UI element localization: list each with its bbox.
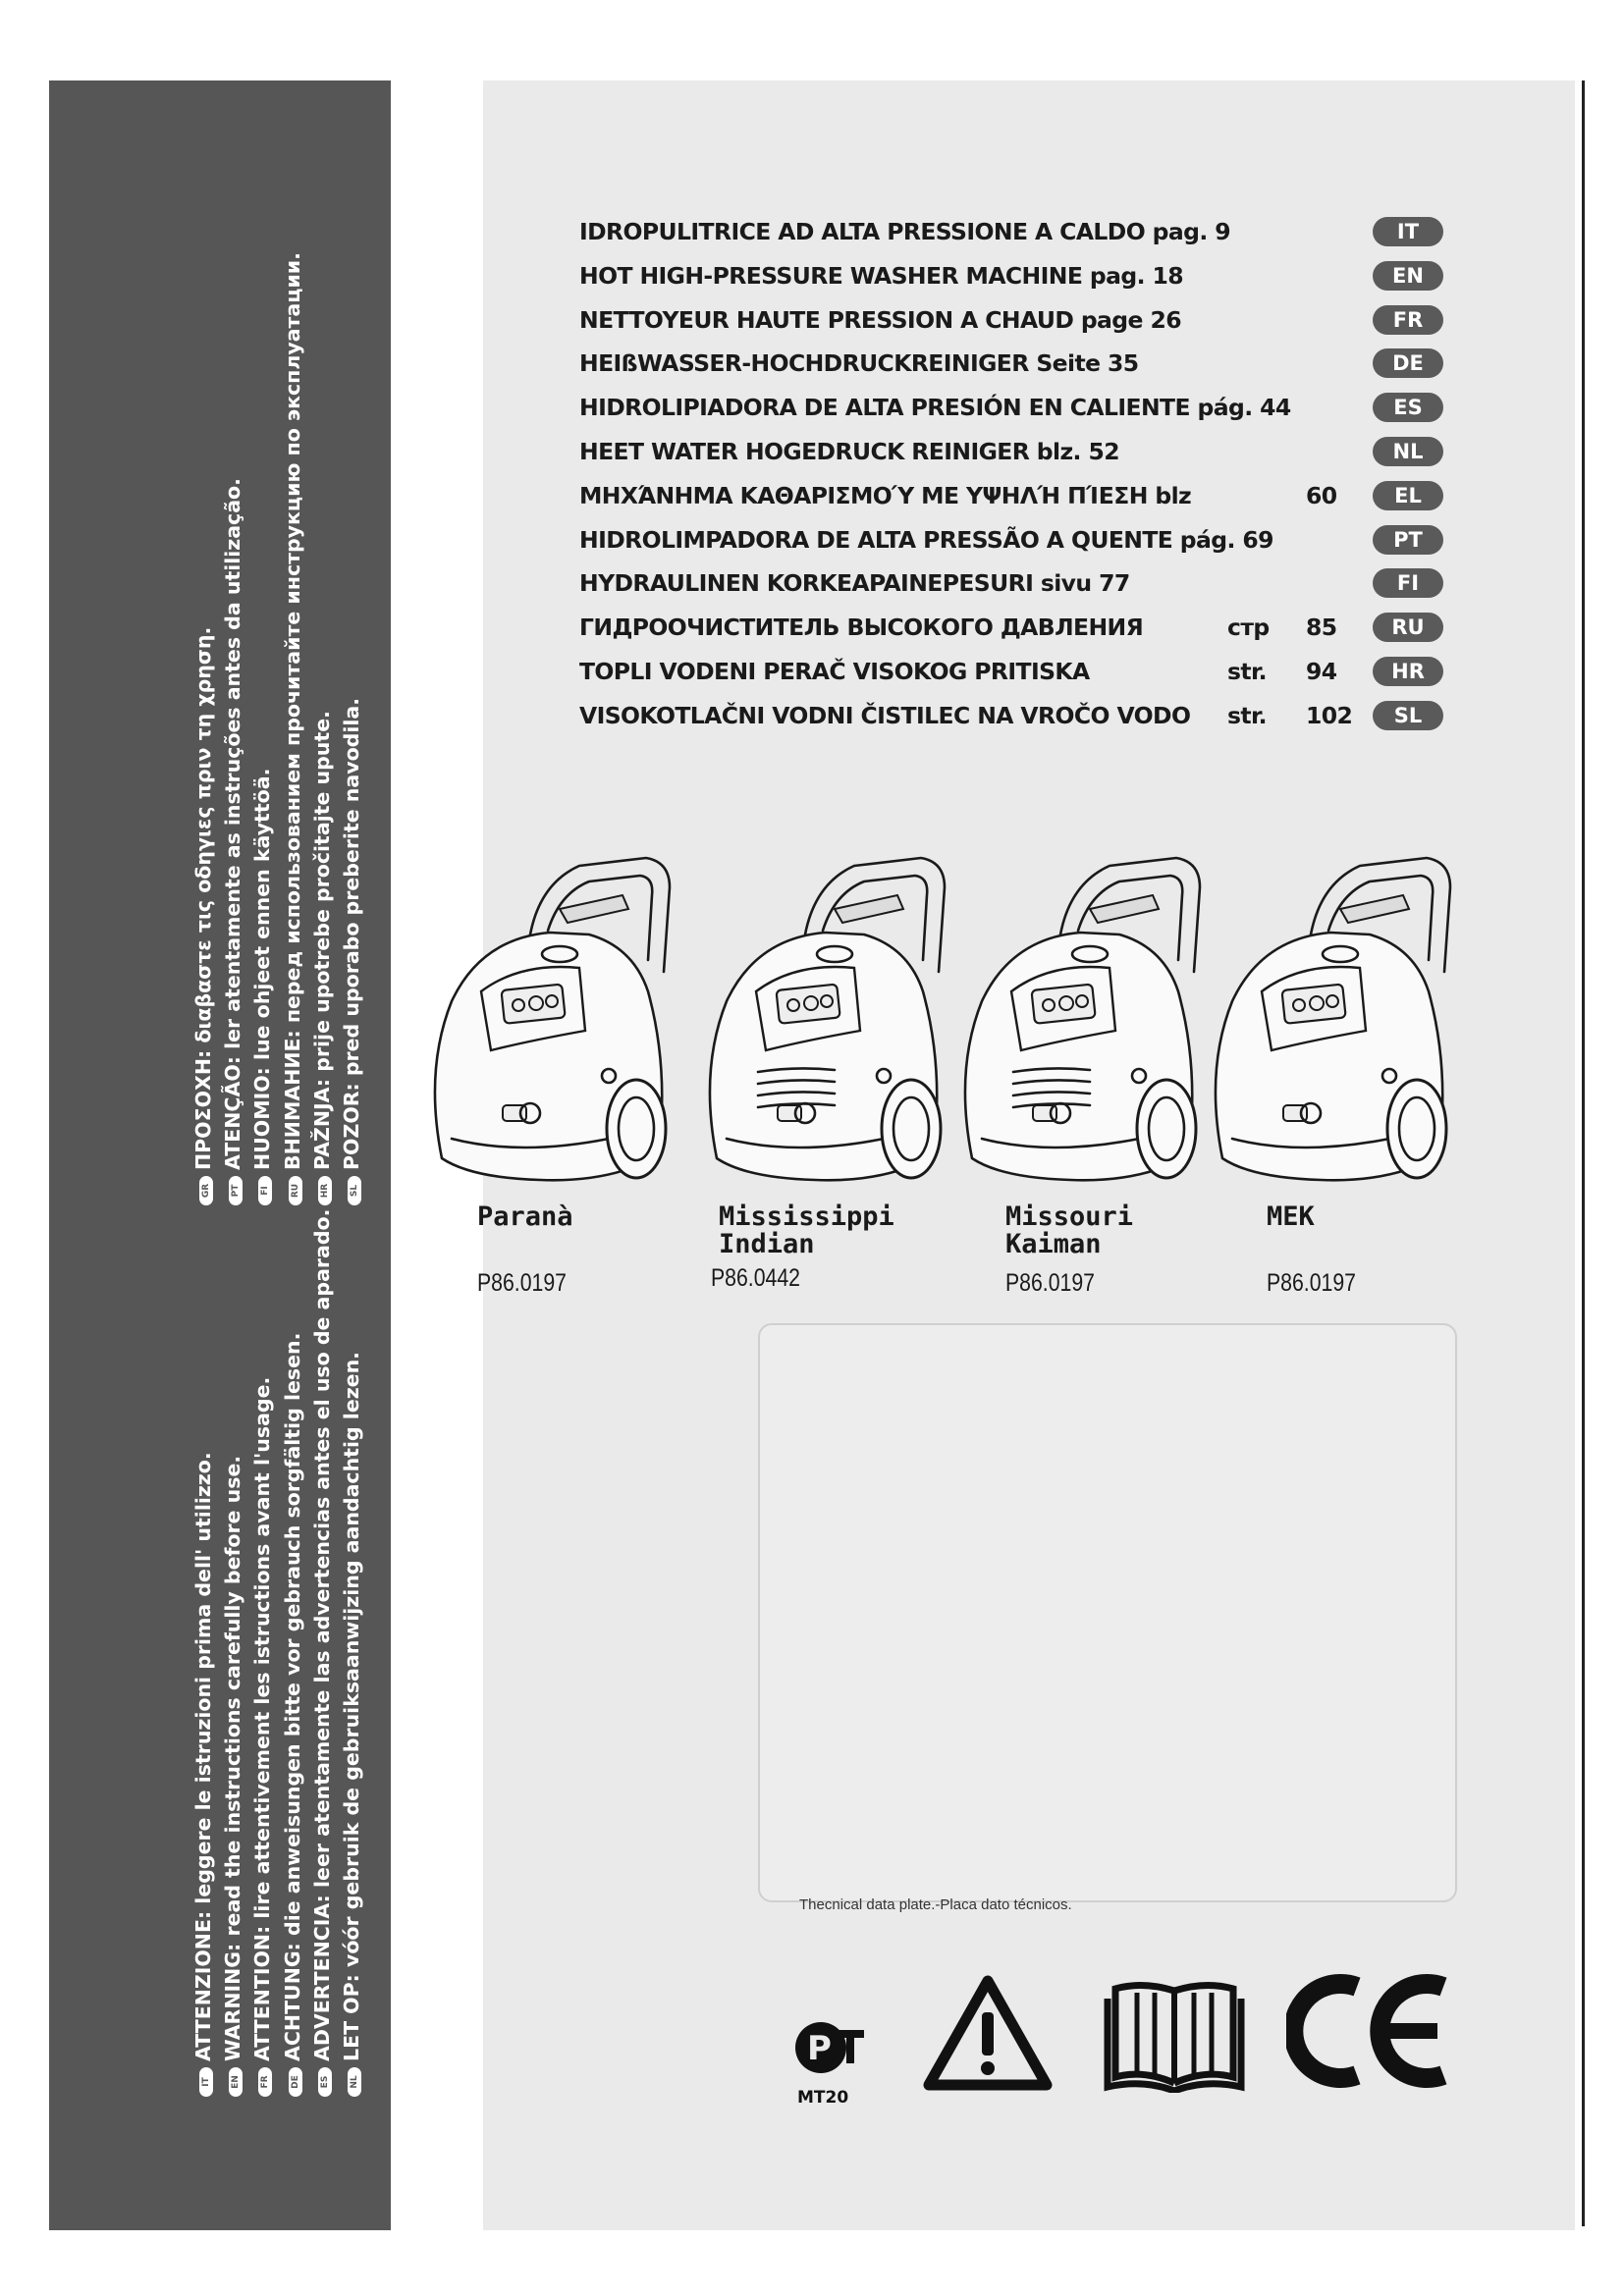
pct-label: MT20 (797, 2088, 849, 2108)
language-badge: HR (318, 1176, 332, 1205)
warning-line (247, 252, 277, 1205)
contents-title: HOT HIGH-PRESSURE WASHER MACHINE pag. 18 (579, 261, 1183, 290)
language-badge: PT (229, 1176, 243, 1205)
language-badge: NL (348, 2067, 361, 2097)
warning-text: PAŽNJA: prije upotrebe pročitajte upute. (309, 711, 334, 1170)
warning-line (337, 1209, 366, 2097)
language-badge: DE (289, 2067, 302, 2097)
contents-row (579, 344, 1453, 388)
contents-row (579, 476, 1453, 520)
warning-line (278, 252, 307, 1205)
warning-text: ATTENZIONE: leggere le istruzioni prima dell' utilizzo. (191, 1452, 215, 2061)
contents-row (579, 212, 1453, 256)
contents-row (579, 256, 1453, 300)
language-badge: FI (1373, 568, 1443, 598)
svg-text:P: P (807, 2029, 832, 2068)
warning-line (247, 1209, 277, 2097)
ce-mark-icon (1286, 1969, 1457, 2093)
contents-title: IDROPULITRICE AD ALTA PRESSIONE A CALDO pag. 9 (579, 218, 1231, 245)
machine-missouri-illustration (943, 844, 1227, 1217)
warning-line (189, 252, 218, 1205)
language-badge: FR (258, 2067, 272, 2097)
warning-text: ВНИМАНИЕ: перед использованием прочитайте инструкцию по эксплуатации. (280, 252, 304, 1170)
contents-row (579, 696, 1453, 740)
language-badge: IT (1373, 217, 1443, 246)
model-code: P86.0442 (711, 1264, 800, 1292)
warning-text: ΠΡΟΣΟΧΗ: διαβαστε τις οδηγιες πριν τη χρηση. (191, 626, 215, 1170)
contents-row (579, 652, 1453, 696)
model-name: MEK (1267, 1201, 1315, 1232)
language-badge: FI (258, 1176, 272, 1205)
contents-title: HEIßWASSER-HOCHDRUCKREINIGER Seite 35 (579, 349, 1139, 378)
language-badge: PT (1373, 525, 1443, 555)
language-badge: IT (199, 2067, 213, 2097)
contents-row (579, 608, 1453, 652)
warning-text: POZOR: pred uporabo preberite navodila. (339, 697, 363, 1170)
language-badge: DE (1373, 348, 1443, 378)
machine-mek-illustration (1193, 844, 1478, 1217)
warning-text: ACHTUNG: die anweisungen bitte vor gebrauch sorgfältig lesen. (280, 1332, 304, 2061)
model-name: Mississippi Indian (719, 1201, 894, 1259)
language-badge: RU (289, 1176, 302, 1205)
language-badge: FR (1373, 305, 1443, 335)
contents-title: HYDRAULINEN KORKEAPAINEPESURI sivu 77 (579, 569, 1130, 598)
warning-line (218, 1209, 247, 2097)
warning-text: ATENÇÃO: ler atentamente as instruções antes da utilização. (221, 478, 245, 1170)
warning-line (189, 1209, 218, 2097)
technical-data-plate (758, 1323, 1457, 1913)
language-badge: SL (1373, 701, 1443, 730)
contents-row (579, 520, 1453, 564)
contents-row (579, 432, 1453, 476)
contents-title: NETTOYEUR HAUTE PRESSION A CHAUD page 26 (579, 305, 1181, 334)
machine-mississippi-illustration (687, 844, 972, 1217)
model-code: P86.0197 (1005, 1269, 1095, 1297)
warning-line (307, 1209, 337, 2097)
language-badge: RU (1373, 613, 1443, 642)
contents-title: HEET WATER HOGEDRUCK REINIGER blz. 52 (579, 437, 1119, 465)
language-badge: HR (1373, 657, 1443, 686)
model-name: Missouri Kaiman (1005, 1201, 1134, 1259)
contents-row (579, 300, 1453, 345)
plate-caption: Thecnical data plate.-Placa dato técnicos. (799, 1896, 1072, 1913)
language-badge: EL (1373, 481, 1443, 510)
warnings-top (189, 252, 366, 1205)
machine-parana-illustration (412, 844, 697, 1217)
contents-title: ГИДРООЧИСТИТЕЛЬ ВЫСОКОГО ДАВЛЕНИЯ (579, 614, 1144, 642)
language-badge: EN (229, 2067, 243, 2097)
model-code: P86.0197 (477, 1269, 567, 1297)
page-prefix: str. (1227, 657, 1267, 685)
page-prefix: стр (1227, 614, 1270, 642)
language-badge: ES (318, 2067, 332, 2097)
warning-text: ATTENTION: lire attentivement les istructions avant l'usage. (250, 1376, 275, 2061)
page-number: 94 (1306, 657, 1337, 685)
warning-text: HUOMIO: lue ohjeet ennen käyttöä. (250, 768, 275, 1170)
contents-title: HIDROLIMPADORA DE ALTA PRESSÃO A QUENTE pág. 69 (579, 525, 1273, 554)
language-badge: EN (1373, 261, 1443, 291)
warning-line (337, 252, 366, 1205)
contents-row (579, 563, 1453, 608)
contents-list (579, 212, 1453, 740)
page-number: 102 (1306, 701, 1353, 729)
warning-text: LET OP: vóór gebruik de gebruiksaanwijzing aandachtig lezen. (339, 1352, 363, 2061)
warning-line (218, 252, 247, 1205)
warning-line (307, 252, 337, 1205)
language-badge: ES (1373, 393, 1443, 422)
page-number: 85 (1306, 614, 1337, 642)
read-manual-book-icon (1104, 1977, 1245, 2093)
pct-certification-icon (778, 2008, 872, 2110)
language-badge: NL (1373, 437, 1443, 466)
model-code: P86.0197 (1267, 1269, 1356, 1297)
right-edge-rule (1582, 80, 1585, 2226)
model-name: Paranà (477, 1201, 573, 1232)
warning-triangle-icon (921, 1973, 1055, 2093)
contents-title: VISOKOTLAČNI VODNI ČISTILEC NA VROČO VODO (579, 701, 1191, 729)
warnings-bottom (189, 1209, 366, 2097)
contents-title: HIDROLIPIADORA DE ALTA PRESIÓN EN CALIENTE pág. 44 (579, 394, 1291, 422)
warning-line (278, 1209, 307, 2097)
page-prefix: str. (1227, 701, 1267, 729)
warning-text: WARNING: read the instructions carefully before use. (221, 1455, 245, 2061)
contents-title: TOPLI VODENI PERAČ VISOKOG PRITISKA (579, 657, 1090, 685)
contents-title: ΜΗΧΆΝΗΜΑ ΚΑΘΑΡΙΣΜΟΎ ΜΕ ΥΨΗΛΉ ΠΊΕΣΗ blz (579, 481, 1192, 509)
language-badge: GR (199, 1176, 213, 1205)
language-badge: SL (348, 1176, 361, 1205)
page-number: 60 (1306, 481, 1337, 509)
contents-row (579, 388, 1453, 432)
warning-text: ADVERTENCIA: leer atentamente las advertencias antes el uso de aparado. (309, 1208, 334, 2061)
